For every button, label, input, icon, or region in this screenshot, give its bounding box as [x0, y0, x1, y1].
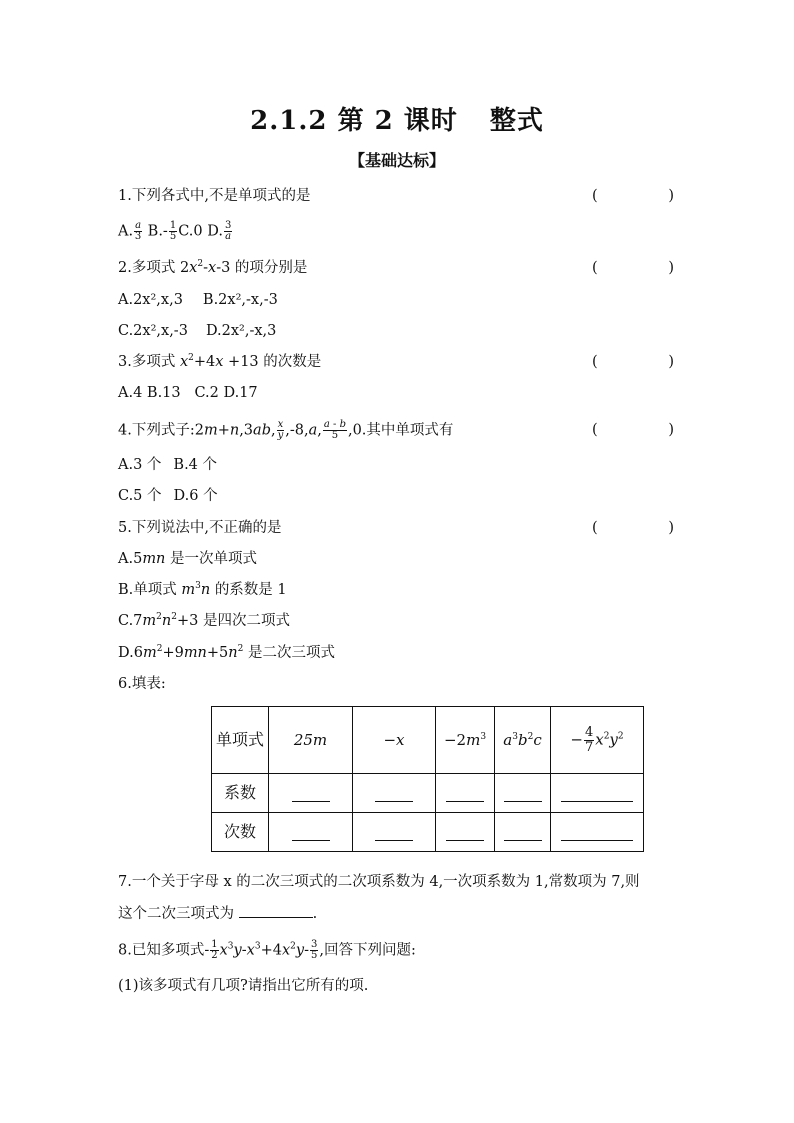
q1-stem: 1.下列各式中,不是单项式的是 [118, 188, 311, 204]
answer-cell[interactable] [495, 813, 551, 852]
q6-fill-table [211, 706, 644, 852]
q6-stem: 6.填表: [118, 676, 166, 692]
row-label-degree: 次数 [212, 813, 269, 852]
monomial-cell: $a^3b^2c$ [495, 707, 551, 774]
title-topic: 整式 [489, 106, 544, 136]
q1-options: A. $\frac{a}{3}$ B.- $\frac{1}{5}$ C.0 D. $\frac{3}{a}$ [118, 220, 232, 242]
q5-answer-paren[interactable]: ( ) [592, 520, 674, 536]
table-row [212, 774, 644, 813]
q4-stem: 4.下列式子:2m+n,3ab, $\frac{x}{y}$ ,-8,a, $\frac{a - b}{5}$ ,0.其中单项式有 [118, 419, 454, 441]
q4-options-ab: A.3 个 B.4 个 [118, 457, 218, 473]
page-title [0, 100, 794, 137]
title-lesson: 第 2 课时 [337, 106, 458, 136]
q4-answer-paren[interactable]: ( ) [592, 422, 674, 438]
q4-options-cd: C.5 个 D.6 个 [118, 488, 218, 504]
monomial-cell: −x [353, 707, 436, 774]
monomial-cell: − $\frac{4}{7}$ $x^2y^2$ [551, 707, 644, 774]
table-row [212, 813, 644, 852]
section-heading: 【基础达标】 [348, 151, 445, 170]
q5-option-d: $D.6m^2+9mn+5n^2$ 是二次三项式 [118, 644, 335, 661]
q7-line2: 这个二次三项式为 . [118, 903, 317, 924]
answer-cell[interactable] [436, 813, 495, 852]
q2-answer-paren[interactable]: ( ) [592, 260, 674, 276]
q2-options-cd: C.2x²,x,-3 D.2x²,-x,3 [118, 323, 277, 339]
row-label-monomial: 单项式 [212, 707, 269, 774]
monomial-cell: 25m [269, 707, 353, 774]
answer-cell[interactable] [269, 774, 353, 813]
table-row [212, 707, 644, 774]
answer-cell[interactable] [551, 774, 644, 813]
q1-answer-paren[interactable]: ( ) [592, 188, 674, 204]
answer-cell[interactable] [269, 813, 353, 852]
q7-line1: 7.一个关于字母 x 的二次三项式的二次项系数为 4,一次项系数为 1,常数项为 7,则 [118, 874, 640, 890]
q3-options: A.4 B.13 C.2 D.17 [118, 385, 258, 401]
q2-options-ab: A.2x²,x,3 B.2x²,-x,-3 [118, 292, 278, 308]
q8-sub1: (1)该多项式有几项?请指出它所有的项. [118, 978, 369, 994]
q5-option-b: B.单项式 $m^3n$ 的系数是 1 [118, 581, 287, 598]
q5-option-a: A.5mn 是一次单项式 [118, 551, 258, 567]
q3-stem: 3.多项式 $x^2+4x +13$ 的次数是 [118, 353, 322, 370]
q8-stem: 8.已知多项式- $\frac{1}{2}$ $x^3y-x^3+4x^2y-$ $\frac{3}{5}$ ,回答下列问题: [118, 939, 416, 961]
q7-answer-blank[interactable] [239, 903, 313, 918]
answer-cell[interactable] [436, 774, 495, 813]
q5-stem: 5.下列说法中,不正确的是 [118, 520, 282, 536]
q5-option-c: $C.7m^2n^2+3$ 是四次二项式 [118, 612, 290, 629]
title-number: 2.1.2 [250, 106, 328, 136]
monomial-cell: $-2m^3$ [436, 707, 495, 774]
q2-stem: 2.多项式 $2x^2-x-3$ 的项分别是 [118, 259, 308, 276]
q3-answer-paren[interactable]: ( ) [592, 354, 674, 370]
row-label-coefficient: 系数 [212, 774, 269, 813]
answer-cell[interactable] [353, 813, 436, 852]
answer-cell[interactable] [551, 813, 644, 852]
answer-cell[interactable] [353, 774, 436, 813]
answer-cell[interactable] [495, 774, 551, 813]
